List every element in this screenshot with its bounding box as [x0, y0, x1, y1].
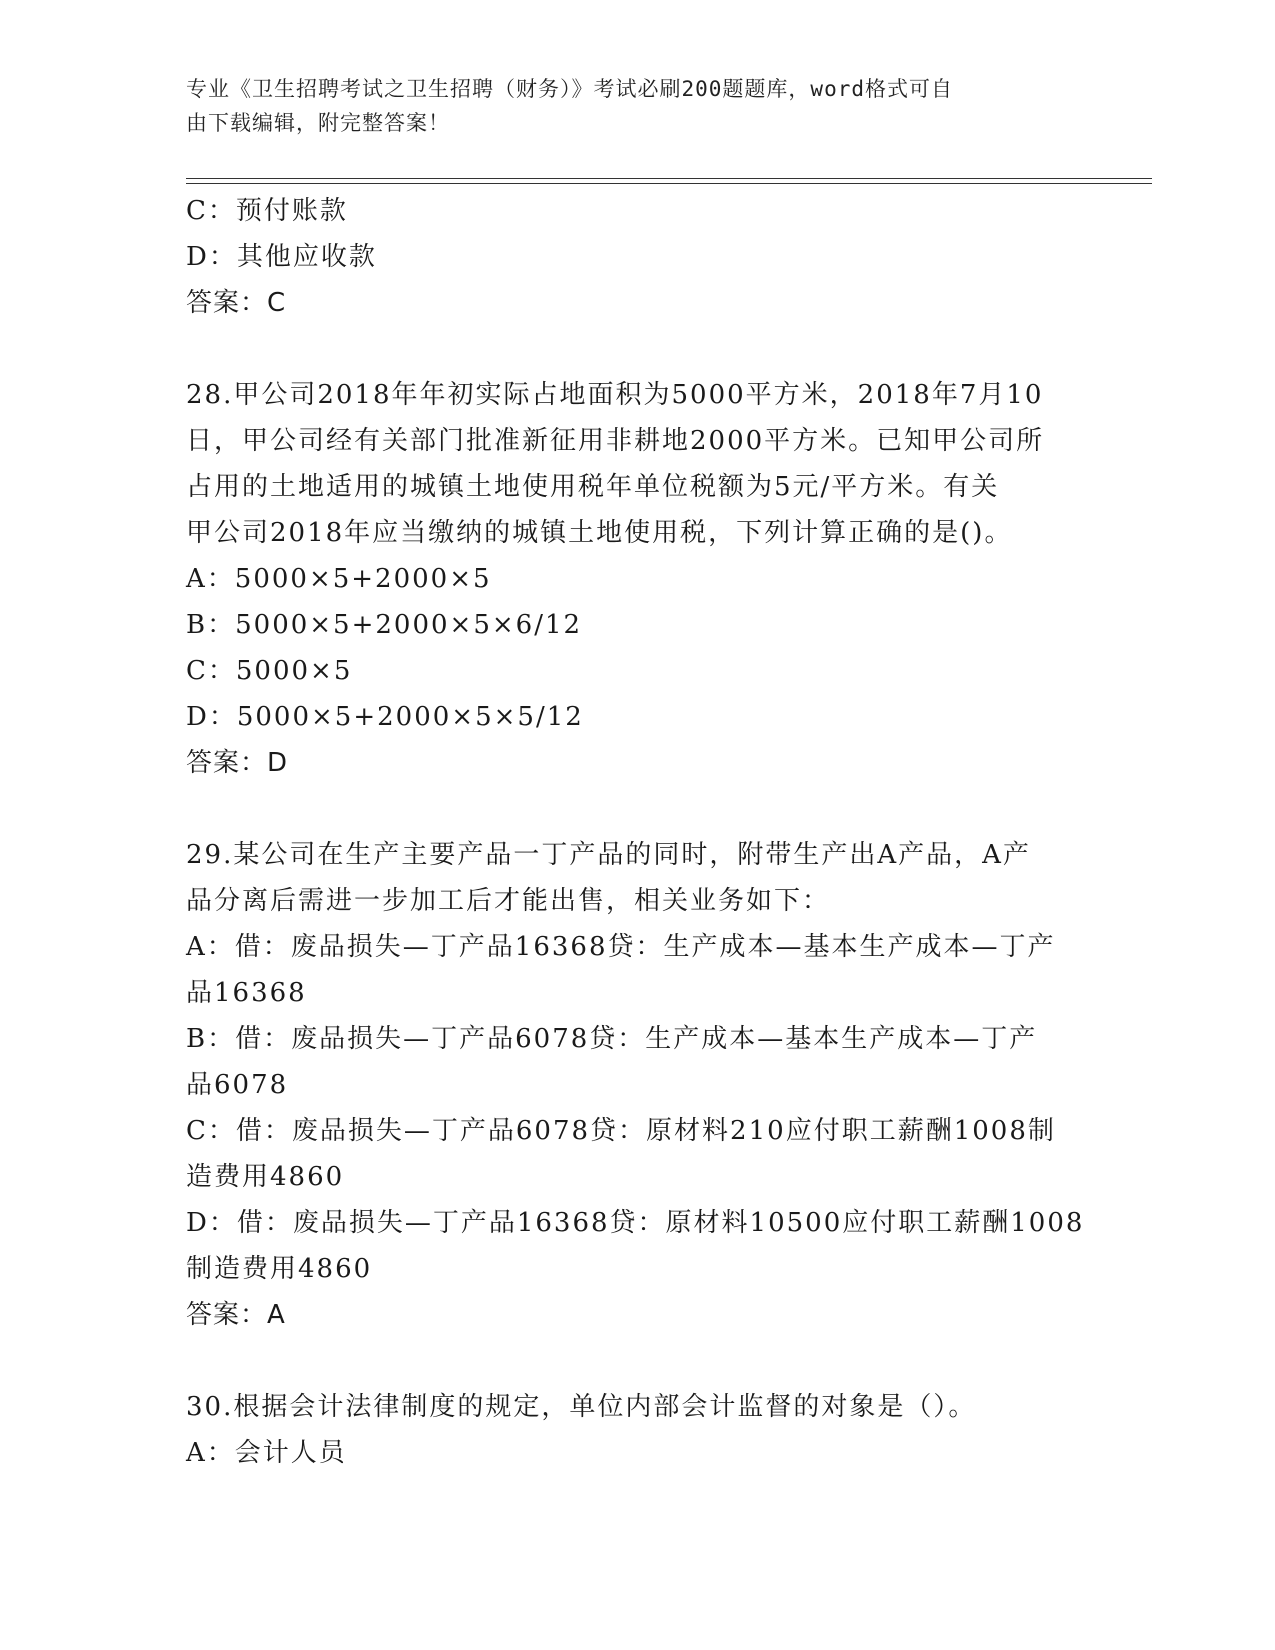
- spacer: [186, 1338, 1086, 1384]
- q28-stem-line-4: 甲公司2018年应当缴纳的城镇土地使用税，下列计算正确的是()。: [186, 518, 1013, 548]
- q29-option-a-line-1: A：借：废品损失—丁产品16368贷：生产成本—基本生产成本—丁产: [186, 932, 1056, 962]
- q30-option-a: A：会计人员: [186, 1438, 347, 1468]
- q28-answer: 答案：D: [186, 748, 289, 778]
- spacer: [186, 786, 1086, 832]
- q29-option-b-line-1: B：借：废品损失—丁产品6078贷：生产成本—基本生产成本—丁产: [186, 1024, 1038, 1054]
- q29-stem-line-1: 29.某公司在生产主要产品一丁产品的同时，附带生产出A产品，A产: [186, 840, 1031, 870]
- q29-option-c-line-2: 造费用4860: [186, 1162, 345, 1192]
- header-divider-top: [186, 178, 1152, 179]
- q28-option-a: A：5000×5+2000×5: [186, 564, 492, 594]
- header-line-1: 专业《卫生招聘考试之卫生招聘（财务）》考试必刷200题题库，word格式可自: [186, 77, 953, 101]
- q28-option-c: C：5000×5: [186, 656, 353, 686]
- header-divider-bottom: [186, 183, 1152, 184]
- q29-option-d-line-1: D：借：废品损失—丁产品16368贷：原材料10500应付职工薪酬1008: [186, 1208, 1085, 1238]
- spacer: [186, 326, 1086, 372]
- q27-option-c: C：预付账款: [186, 196, 348, 226]
- q29-option-c-line-1: C：借：废品损失—丁产品6078贷：原材料210应付职工薪酬1008制: [186, 1116, 1056, 1146]
- q29-option-a-line-2: 品16368: [186, 978, 307, 1008]
- q28-stem-line-3: 占用的土地适用的城镇土地使用税年单位税额为5元/平方米。有关: [186, 472, 1000, 502]
- q28-option-d: D：5000×5+2000×5×5/12: [186, 702, 584, 732]
- q29-answer: 答案：A: [186, 1300, 286, 1330]
- page-header: [186, 72, 1066, 140]
- q29-stem-line-2: 品分离后需进一步加工后才能出售，相关业务如下：: [186, 886, 831, 916]
- question-content: [186, 188, 1086, 1476]
- q29-option-d-line-2: 制造费用4860: [186, 1254, 373, 1284]
- q27-answer: 答案：C: [186, 288, 287, 318]
- q28-option-b: B：5000×5+2000×5×6/12: [186, 610, 583, 640]
- header-line-2: 由下载编辑，附完整答案！: [186, 111, 450, 135]
- q27-option-d: D：其他应收款: [186, 242, 377, 272]
- q28-stem-line-2: 日，甲公司经有关部门批准新征用非耕地2000平方米。已知甲公司所: [186, 426, 1045, 456]
- q30-stem: 30.根据会计法律制度的规定，单位内部会计监督的对象是（）。: [186, 1392, 977, 1422]
- q29-option-b-line-2: 品6078: [186, 1070, 289, 1100]
- q28-stem-line-1: 28.甲公司2018年年初实际占地面积为5000平方米，2018年7月10: [186, 380, 1044, 410]
